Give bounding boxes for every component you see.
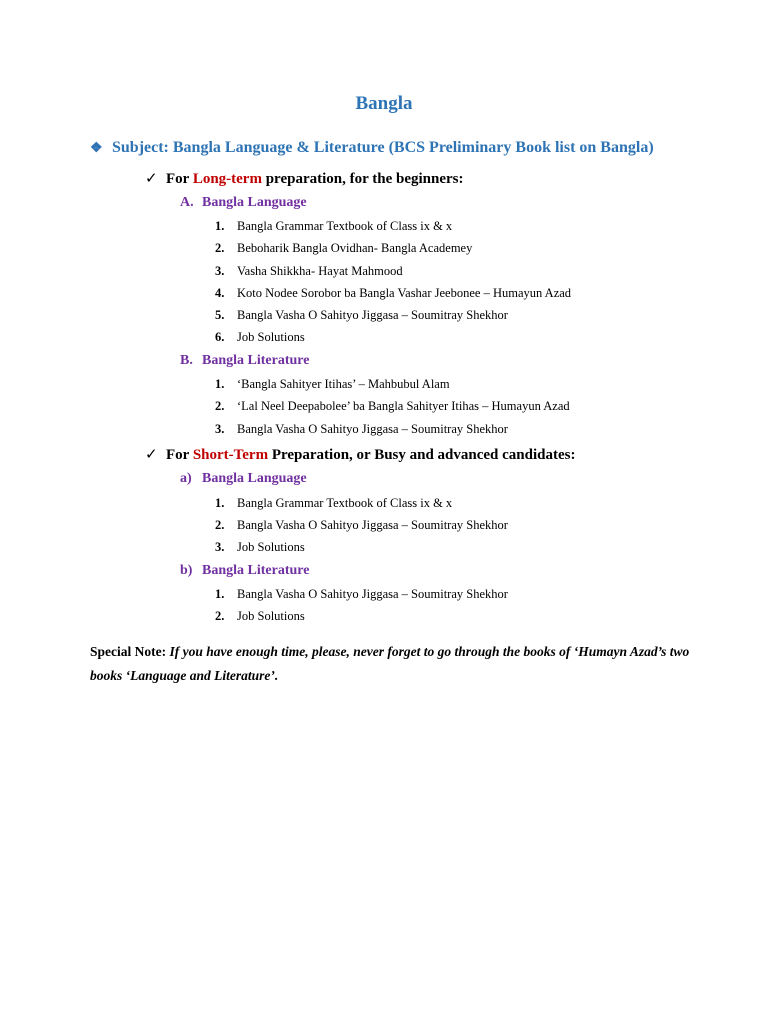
short-term-prefix: For <box>166 447 193 463</box>
item-number: 5. <box>215 308 225 322</box>
list-item <box>215 241 472 256</box>
section-heading-text: Bangla Language <box>202 195 307 210</box>
item-text: ‘Bangla Sahityer Itihas’ – Mahbubul Alam <box>237 377 450 391</box>
list-item <box>215 219 452 234</box>
item-text: Job Solutions <box>237 330 305 344</box>
special-note <box>90 640 690 688</box>
item-number: 1. <box>215 496 225 510</box>
item-number: 4. <box>215 286 225 300</box>
list-item <box>215 496 452 511</box>
item-number: 2. <box>215 609 225 623</box>
checkmark-icon: ✓ <box>145 447 158 463</box>
special-note-text: If you have enough time, please, never forget to go through the books of ‘Humayn Azad’s two books ‘Language and Literature’. <box>90 644 690 683</box>
item-text: Vasha Shikkha- Hayat Mahmood <box>237 264 403 278</box>
item-number: 1. <box>215 377 225 391</box>
item-number: 2. <box>215 518 225 532</box>
item-text: Bangla Vasha O Sahityo Jiggasa – Soumitray Shekhor <box>237 518 508 532</box>
short-term-line <box>145 445 576 464</box>
item-text: Job Solutions <box>237 540 305 554</box>
item-text: Bangla Grammar Textbook of Class ix & x <box>237 219 453 233</box>
checkmark-icon: ✓ <box>145 171 158 187</box>
item-text: Bangla Grammar Textbook of Class ix & x <box>237 496 453 510</box>
page-title: Bangla <box>355 93 413 114</box>
item-text: Bangla Vasha O Sahityo Jiggasa – Soumitray Shekhor <box>237 308 508 322</box>
item-number: 3. <box>215 422 225 436</box>
section-marker: B. <box>180 353 193 368</box>
item-number: 3. <box>215 540 225 554</box>
special-note-label: Special Note: <box>90 644 170 659</box>
item-number: 1. <box>215 587 225 601</box>
item-number: 2. <box>215 241 225 255</box>
item-number: 6. <box>215 330 225 344</box>
list-item <box>215 609 305 624</box>
list-item <box>215 264 403 279</box>
long-term-line <box>145 169 464 188</box>
list-item <box>215 286 571 301</box>
list-item <box>215 399 570 414</box>
item-text: Bangla Vasha O Sahityo Jiggasa – Soumitray Shekhor <box>237 587 508 601</box>
list-item <box>215 587 508 602</box>
section-heading <box>180 353 309 369</box>
item-text: Bangla Vasha O Sahityo Jiggasa – Soumitray Shekhor <box>237 422 508 436</box>
list-item <box>215 308 508 323</box>
section-heading-text: Bangla Language <box>202 471 307 486</box>
item-number: 3. <box>215 264 225 278</box>
long-term-suffix: preparation, for the beginners: <box>261 171 464 187</box>
section-heading-text: Bangla Literature <box>202 563 310 578</box>
section-marker: b) <box>180 563 193 578</box>
diamond-bullet-icon: ❖ <box>90 141 103 156</box>
long-term-prefix: For <box>166 171 193 187</box>
list-item <box>215 518 508 533</box>
item-text: Job Solutions <box>237 609 305 623</box>
list-item <box>215 377 450 392</box>
item-number: 1. <box>215 219 225 233</box>
item-text: ‘Lal Neel Deepabolee’ ba Bangla Sahityer Itihas – Humayun Azad <box>237 399 570 413</box>
section-marker: a) <box>180 471 192 486</box>
subject-text: Subject: Bangla Language & Literature (BCS Preliminary Book list on Bangla) <box>112 139 654 156</box>
subject-line <box>90 139 654 157</box>
list-item <box>215 422 508 437</box>
item-number: 2. <box>215 399 225 413</box>
section-heading-text: Bangla Literature <box>202 353 310 368</box>
list-item <box>215 540 305 555</box>
short-term-highlight: Short-Term <box>192 447 269 463</box>
short-term-suffix: Preparation, or Busy and advanced candidates: <box>268 447 576 463</box>
section-marker: A. <box>180 195 194 210</box>
section-heading <box>180 195 307 211</box>
item-text: Koto Nodee Sorobor ba Bangla Vashar Jeebonee – Humayun Azad <box>237 286 572 300</box>
list-item <box>215 330 305 345</box>
item-text: Beboharik Bangla Ovidhan- Bangla Academey <box>237 241 473 255</box>
long-term-highlight: Long-term <box>192 171 262 187</box>
section-heading <box>180 471 307 487</box>
section-heading <box>180 563 309 579</box>
